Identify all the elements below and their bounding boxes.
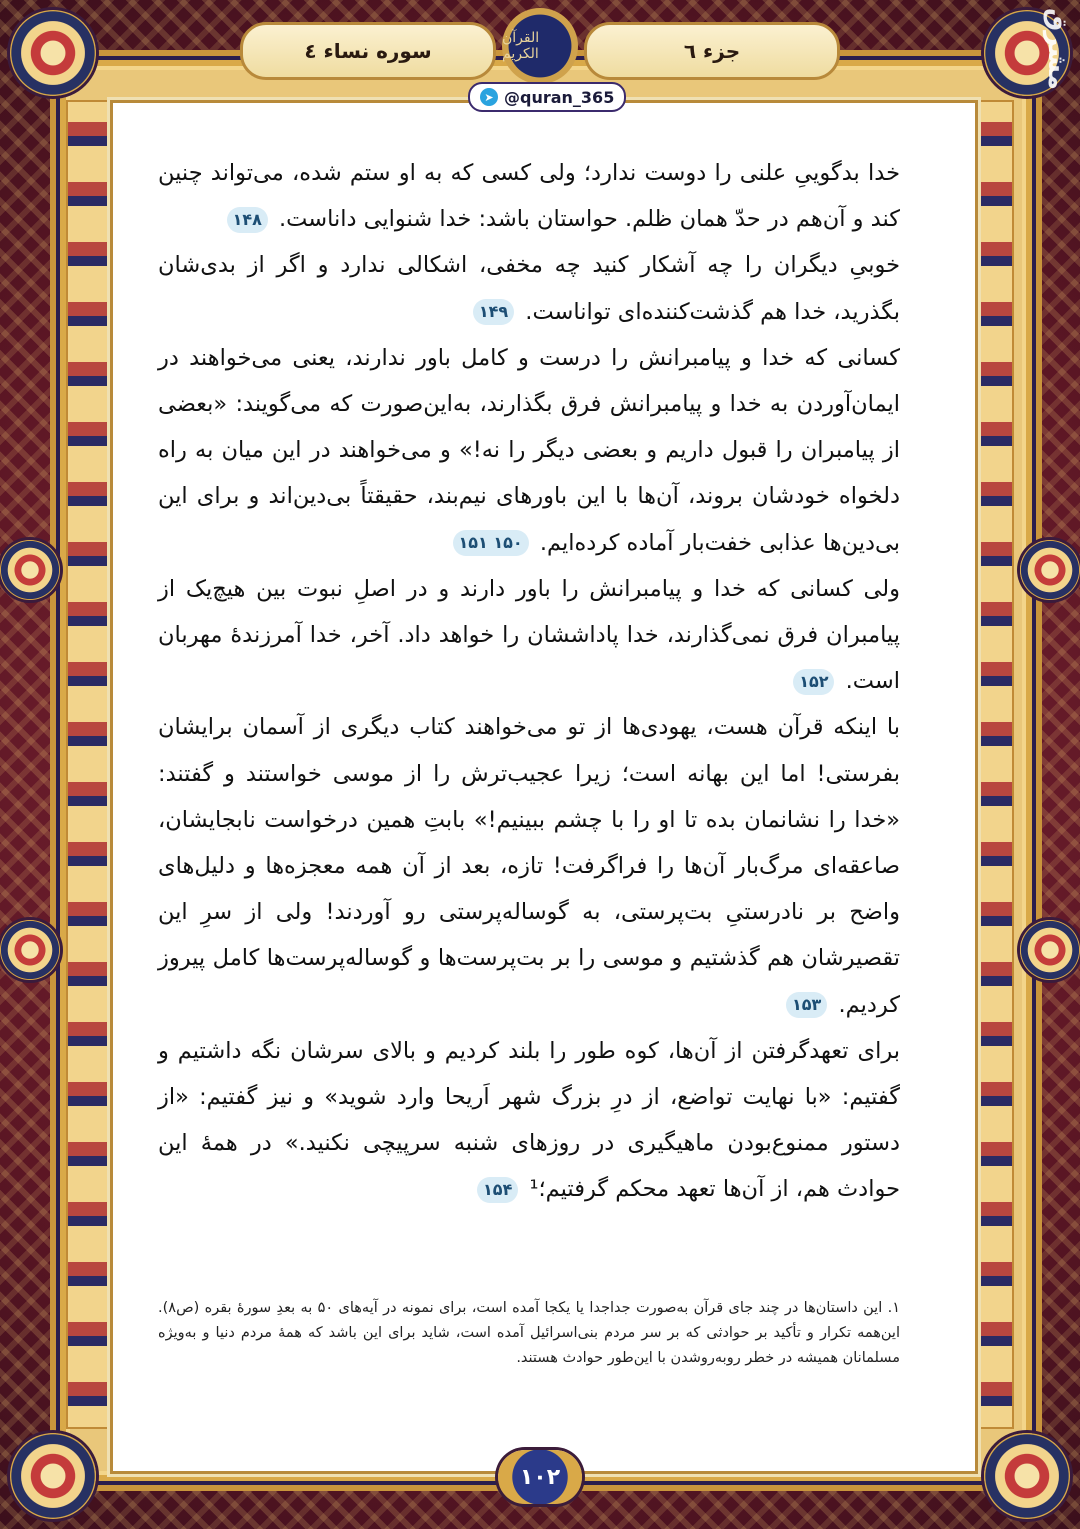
site-watermark: مشرق [1042, 8, 1072, 90]
verse-paragraph: برای تعهدگرفتن از آن‌ها، کوه طور را بلند کردیم و بالای سرشان نگه داشتیم و گفتیم: «با نهایت تواضع، از درِ بزرگ شهر اَریحا وارد شوید» و نیز گفتیم: «از دستور ممنوع‌بودن ماهیگیری در روزهای شنبه سرپیچی نکنید.» در همهٔ این حوادث هم، از آن‌ها تعهد محکم گرفتیم؛¹ ۱۵۴ [158, 1037, 900, 1203]
telegram-handle[interactable] [468, 82, 626, 112]
verse-number-badge: ۱۴۹ [473, 299, 514, 325]
verse-paragraph: با اینکه قرآن هست، یهودی‌ها از تو می‌خواهند کتاب دیگری از آسمان برایشان بفرستی! اما این بهانه است؛ زیرا عجیب‌ترش را از موسی خواستند و گفتند: «خدا را نشانمان بده تا او را با چشم ببینیم!» بابتِ همین درخواست نابجایشان، صاعقه‌ای مرگ‌بار آن‌ها را فراگرفت! تازه، بعد از آن همه معجزه‌ها و دلیل‌های واضح بر نادرستیِ بت‌پرستی، به گوساله‌پرستی رو آوردند! ولی از سرِ این تقصیرشان هم گذشتیم و موسی را بر بت‌پرست‌ها و گوساله‌پرست‌ها کامل پیروز کردیم. ۱۵۳ [158, 714, 900, 1018]
verse-number-badge: ۱۴۸ [227, 207, 268, 233]
verse-paragraph: ولی کسانی که خدا و پیامبرانش را باور دارند و در اصلِ نبوت بین هیچ‌یک از پیامبران فرق نمی‌گذارند، خدا پاداششان را خواهد داد. آخر، خدا آمرزندهٔ مهربان است. ۱۵۲ [158, 575, 900, 695]
verse-number-badge: ۱۵۰ ۱۵۱ [453, 530, 529, 556]
corner-medallion-icon [984, 1433, 1070, 1519]
surah-label: سوره نساء ٤ [240, 22, 496, 80]
handle-text: @quran_365 [504, 87, 615, 107]
page-number: ١٠٢ [498, 1450, 582, 1504]
verse-paragraph: خوبیِ دیگران را چه آشکار کنید چه مخفی، اشکالی ندارد و اگر از بدی‌شان بگذرید، خدا هم گذشت‌کننده‌ای تواناست. ۱۴۹ [158, 252, 900, 325]
side-medallion-icon [0, 540, 60, 600]
translation-text [158, 150, 900, 1213]
side-medallion-icon [0, 920, 60, 980]
left-ornament-band [66, 100, 114, 1429]
corner-medallion-icon [10, 1433, 96, 1519]
juz-label: جزء ٦ [584, 22, 840, 80]
side-medallion-icon [1020, 920, 1080, 980]
quran-emblem-icon: القرآن الکریم [502, 8, 578, 84]
verse-number-badge: ۱۵۳ [786, 992, 827, 1018]
verse-number-badge: ۱۵۴ [477, 1177, 518, 1203]
corner-medallion-icon [10, 10, 96, 96]
side-medallion-icon [1020, 540, 1080, 600]
telegram-icon: ➤ [480, 88, 498, 106]
verse-number-badge: ۱۵۲ [793, 669, 834, 695]
verse-paragraph: خدا بدگوییِ علنی را دوست ندارد؛ ولی کسی که به او ستم شده، می‌تواند چنین کند و آن‌هم در حدّ همان ظلم. حواستان باشد: خدا شنوایی داناست. ۱۴۸ [158, 160, 900, 233]
footnote: ١. این داستان‌ها در چند جای قرآن به‌صورت جداجدا یا یکجا آمده است، برای نمونه در آیه‌های ۵۰ به بعدِ سورهٔ بقره (ص٨). این‌همه تکرار و تأکید بر حوادثی که بر سر مردم بنی‌اسرائیل آمده است، شاید برای این باشد که همهٔ مردم دنیا و به‌ویژه مسلمانان همیشه در خطر روبه‌روشدن با این‌طور حوادث هستند. [158, 1300, 900, 1366]
page-header [240, 6, 840, 90]
verse-paragraph: کسانی که خدا و پیامبرانش را درست و کامل باور ندارند، یعنی می‌خواهند در ایمان‌آوردن به خدا و پیامبرانش فرق بگذارند، به‌این‌صورت که می‌گویند: «بعضی از پیامبران را قبول داریم و بعضی دیگر را نه!» و می‌خواهند در این میان به راه دلخواه خودشان بروند، آن‌ها با این باورهای نیم‌بند، حقیقتاً بی‌دین‌اند و برای این بی‌دین‌ها عذابی خفت‌بار آماده کرده‌ایم. ۱۵۰ ۱۵۱ [158, 344, 900, 556]
